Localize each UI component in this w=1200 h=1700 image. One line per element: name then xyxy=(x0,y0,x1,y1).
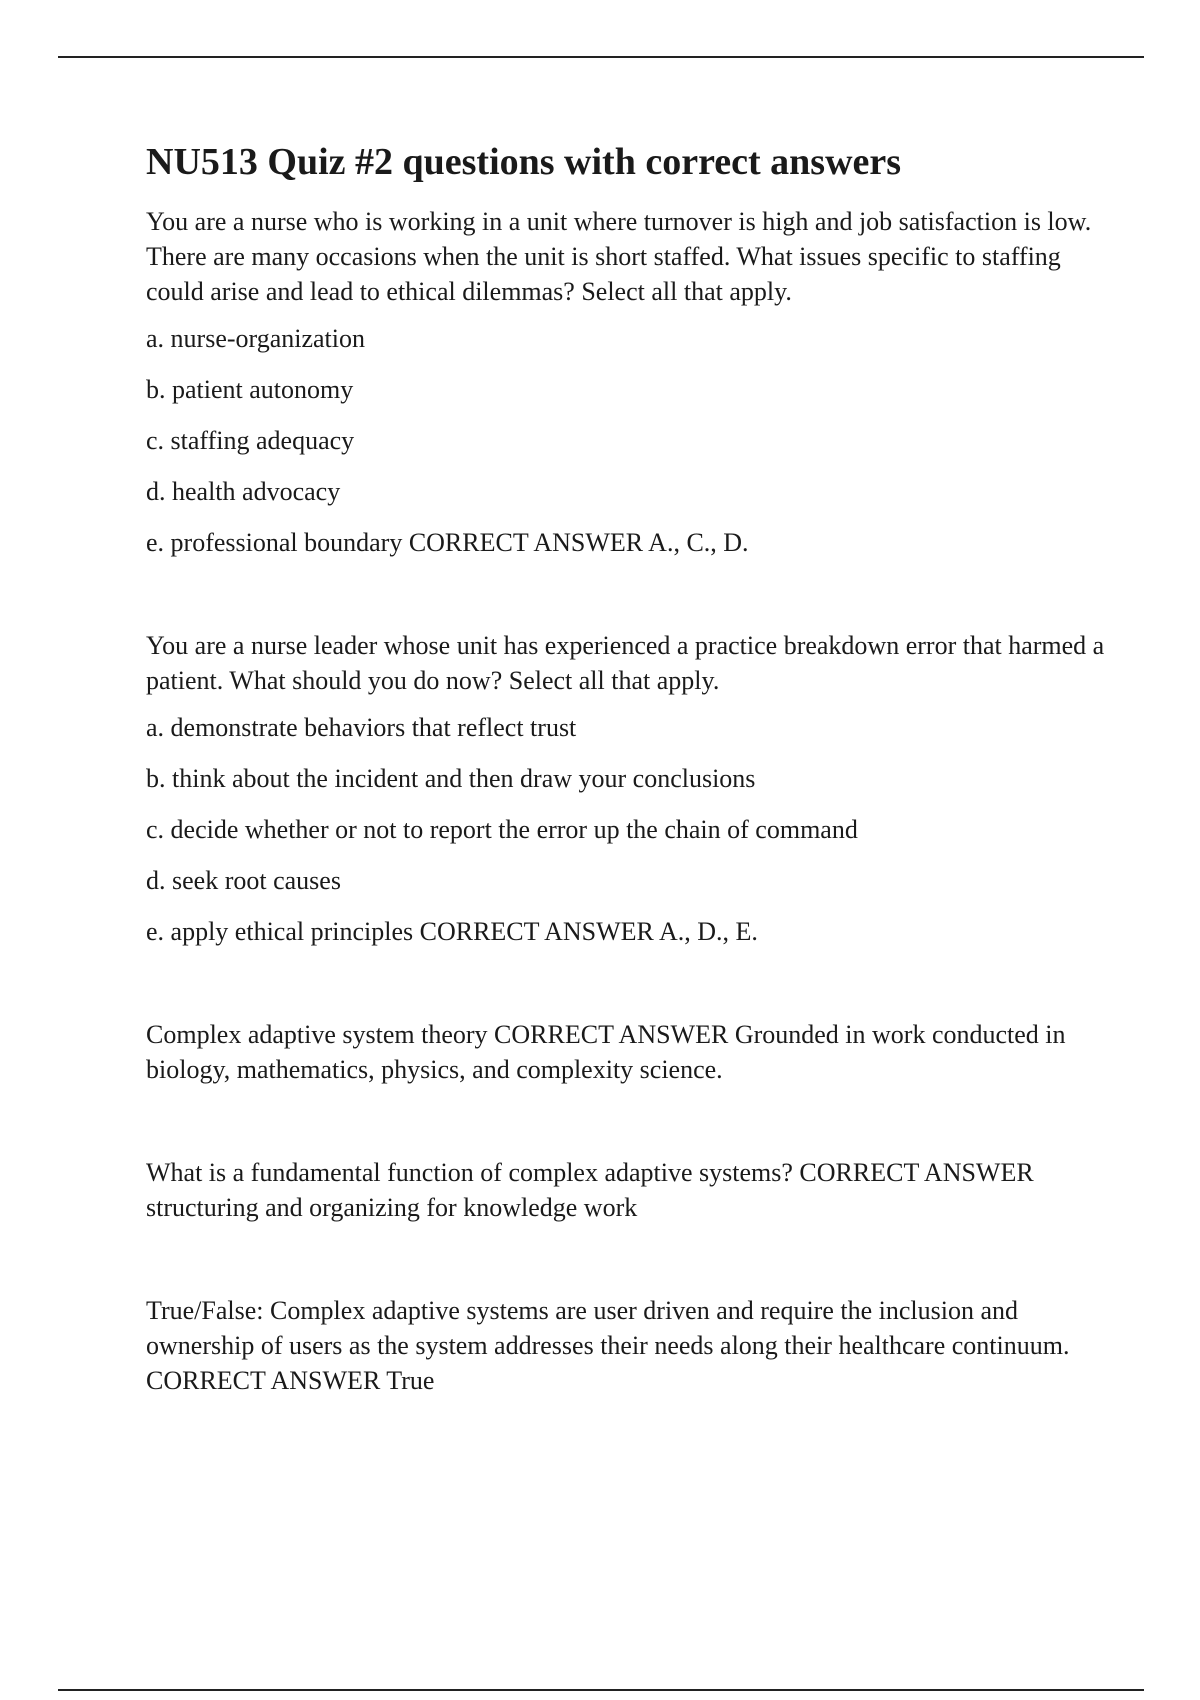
answer-option: b. think about the incident and then draw your conclusions xyxy=(146,763,756,793)
bottom-divider xyxy=(58,1689,1144,1691)
question-5 xyxy=(146,1293,1106,1398)
answer-option: d. health advocacy xyxy=(146,476,341,506)
question-text: What is a fundamental function of complex adaptive systems? CORRECT ANSWER structuring and organizing for knowledge work xyxy=(146,1157,1034,1222)
question-text: You are a nurse leader whose unit has experienced a practice breakdown error that harmed a patient. What should you do now? Select all that apply. xyxy=(146,630,1105,695)
question-text: True/False: Complex adaptive systems are user driven and require the inclusion and ownership of users as the system addresses their needs along their healthcare continuum. CORRECT ANSWER True xyxy=(146,1295,1070,1395)
answer-option: c. decide whether or not to report the error up the chain of command xyxy=(146,814,858,844)
document-body xyxy=(146,140,1106,1398)
answer-options xyxy=(146,710,1106,949)
answer-option: a. demonstrate behaviors that reflect trust xyxy=(146,712,577,742)
answer-option: c. staffing adequacy xyxy=(146,425,355,455)
question-2 xyxy=(146,628,1106,949)
answer-option: e. professional boundary CORRECT ANSWER A., C., D. xyxy=(146,527,749,557)
question-text: Complex adaptive system theory CORRECT ANSWER Grounded in work conducted in biology, mathematics, physics, and complexity science. xyxy=(146,1019,1066,1084)
answer-option: b. patient autonomy xyxy=(146,374,354,404)
answer-option: e. apply ethical principles CORRECT ANSWER A., D., E. xyxy=(146,916,758,946)
top-divider xyxy=(58,56,1144,58)
question-3 xyxy=(146,1017,1106,1087)
page-title: NU513 Quiz #2 questions with correct answers xyxy=(146,141,902,183)
answer-option: d. seek root causes xyxy=(146,865,341,895)
question-4 xyxy=(146,1155,1106,1225)
question-1 xyxy=(146,204,1106,560)
answer-option: a. nurse-organization xyxy=(146,323,365,353)
answer-options xyxy=(146,321,1106,560)
question-text: You are a nurse who is working in a unit where turnover is high and job satisfaction is low. There are many occasions when the unit is short staffed. What issues specific to staffing could arise and lead to ethical dilemmas? Select all that apply. xyxy=(146,206,1092,306)
